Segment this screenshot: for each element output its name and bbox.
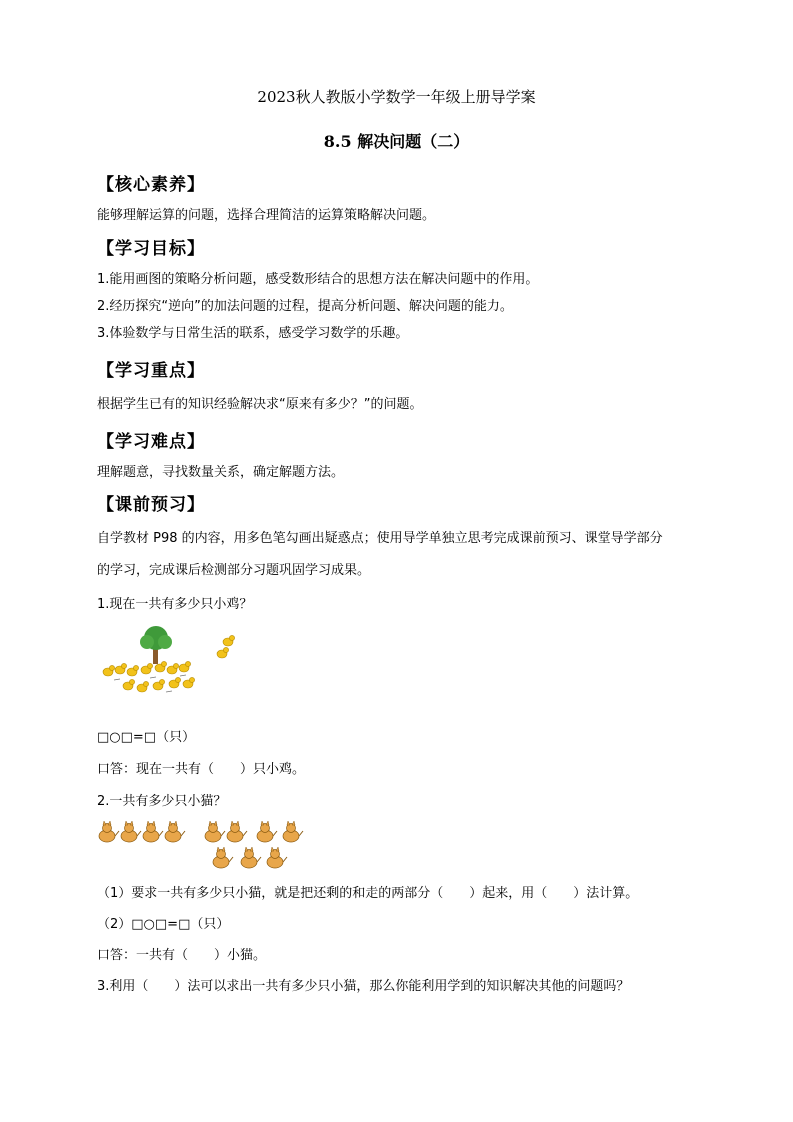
leaving-cats-row-1	[205, 821, 303, 842]
preview-intro-line-2: 的学习，完成课后检测部分习题巩固学习成果。	[97, 563, 371, 578]
difficulty-text: 理解题意，寻找数量关系，确定解题方法。	[97, 465, 345, 480]
heading-core: 【核心素养】	[97, 175, 205, 195]
remaining-cats-4	[165, 821, 185, 842]
q2-sub2: （2）□○□=□（只）	[97, 917, 230, 932]
heading-difficulty: 【学习难点】	[97, 432, 205, 452]
q1-equation: □○□=□（只）	[97, 730, 196, 745]
preview-intro-line-1: 自学教材 P98 的内容，用多色笔勾画出疑惑点；使用导学单独立思考完成课前预习、课堂导学部分	[97, 531, 663, 546]
heading-goals: 【学习目标】	[97, 239, 205, 259]
goal-item-3: 3.体验数学与日常生活的联系，感受学习数学的乐趣。	[97, 326, 409, 341]
cats-illustration	[96, 818, 311, 870]
remaining-cats	[99, 821, 119, 842]
goal-item-2: 2.经历探究“逆向”的加法问题的过程，提高分析问题、解决问题的能力。	[97, 299, 513, 314]
document-title: 2023秋人教版小学数学一年级上册导学案	[257, 88, 536, 106]
question-2: 2.一共有多少只小猫？	[97, 794, 227, 809]
leaving-cats-row-2	[213, 847, 287, 868]
q2-answer: 口答：一共有（ ）小猫。	[97, 948, 267, 963]
heading-key: 【学习重点】	[97, 361, 205, 381]
q2-sub1: （1）要求一共有多少只小猫，就是把还剩的和走的两部分（ ）起来，用（ ）法计算。	[97, 886, 639, 901]
heading-preview: 【课前预习】	[97, 495, 205, 515]
remaining-cats-3	[143, 821, 163, 842]
question-3: 3.利用（ ）法可以求出一共有多少只小猫，那么你能利用学到的知识解决其他的问题吗？	[97, 979, 630, 994]
question-1: 1.现在一共有多少只小鸡？	[97, 597, 253, 612]
lesson-title: 8.5 解决问题（二）	[323, 132, 470, 151]
q1-answer: 口答：现在一共有（ ）只小鸡。	[97, 762, 306, 777]
goal-item-1: 1.能用画图的策略分析问题，感受数形结合的思想方法在解决问题中的作用。	[97, 272, 539, 287]
key-text: 根据学生已有的知识经验解决求“原来有多少？”的问题。	[97, 397, 423, 412]
chicks-tree-illustration	[100, 624, 240, 699]
remaining-cats-2	[121, 821, 141, 842]
tree-icon	[140, 626, 172, 664]
core-text: 能够理解运算的问题，选择合理简洁的运算策略解决问题。	[97, 208, 436, 223]
